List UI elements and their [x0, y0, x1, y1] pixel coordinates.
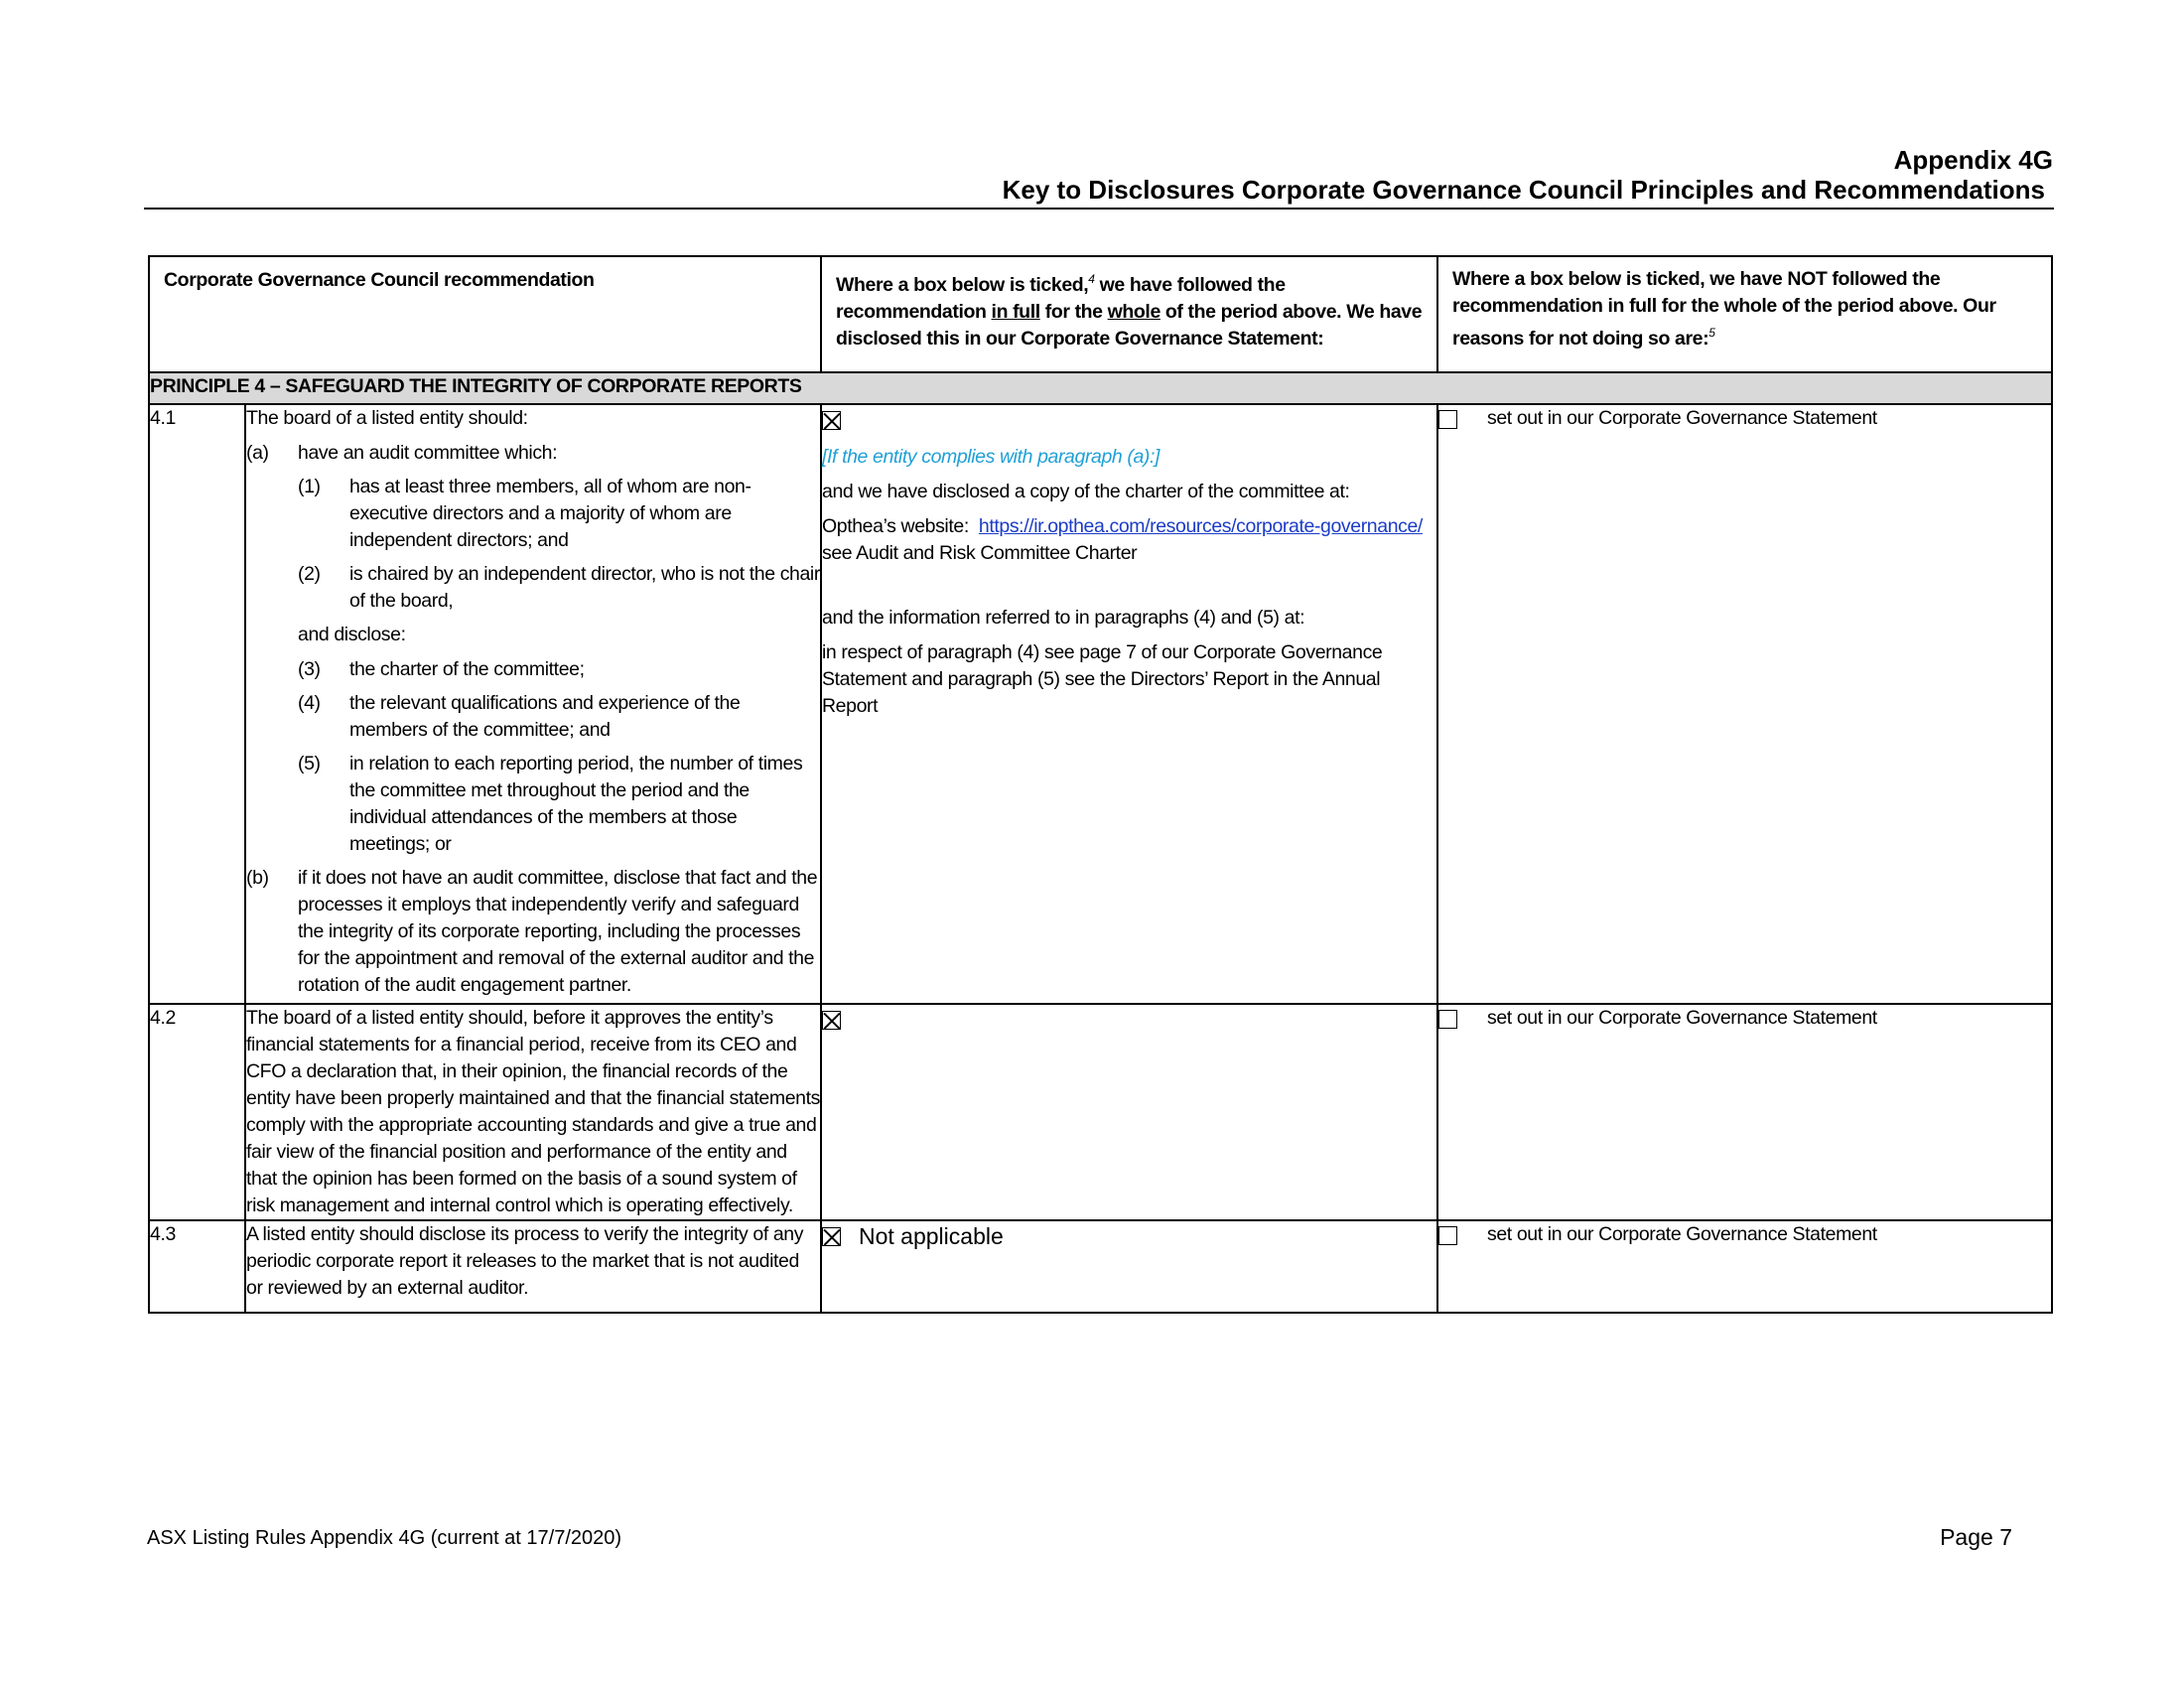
unchecked-checkbox-icon[interactable] — [1438, 1010, 1457, 1029]
governance-link[interactable]: https://ir.opthea.com/resources/corporate-governance/ — [978, 515, 1423, 537]
checked-checkbox-icon[interactable] — [822, 1227, 841, 1246]
unchecked-checkbox-icon[interactable] — [1438, 1226, 1457, 1245]
recommendation-text: A listed entity should disclose its process to verify the integrity of any periodic corporate report it releases to the market that is not audited or reviewed by an external auditor. — [245, 1220, 821, 1313]
governance-table — [148, 255, 2053, 1314]
not-followed-cell: set out in our Corporate Governance Statement — [1437, 404, 2052, 1004]
principle-heading: PRINCIPLE 4 – SAFEGUARD THE INTEGRITY OF CORPORATE REPORTS — [149, 372, 2052, 404]
table-row — [149, 1220, 2052, 1313]
checked-checkbox-icon[interactable] — [822, 1011, 841, 1030]
compliance-note: [If the entity complies with paragraph (a):] — [822, 446, 1160, 468]
col1-header: Corporate Governance Council recommendation — [149, 256, 821, 372]
header-rule — [144, 208, 2054, 210]
table-row — [149, 1004, 2052, 1220]
recommendation-text: The board of a listed entity should: (a) have an audit committee which: (1) has at least three members, all of whom are non-executive directors and a majority of whom are independent directors; and (2) is chaired by an independent director, who is not the chair of the board, and disclose: (3) the charter of the committee; (4) the relevant qualifications and experience of the members of the committee; and (5) in relation to each reporting period, the number of times the committee met throughout the period and the individual attendances of the members at those meetings; or (b) if it does not have an audit committee, disclose that fact and the processes it employs that independently verify and safeguard the integrity of its corporate reporting, including the processes for the appointment and removal of the external auditor and the rotation of the audit engagement partner. — [245, 404, 821, 1004]
not-applicable-label: Not applicable — [859, 1223, 1004, 1249]
col3-header: Where a box below is ticked, we have NOT followed the recommendation in full for the whole of the period above. Our reasons for not doing so are:$^5$ — [1437, 256, 2052, 372]
not-followed-cell: set out in our Corporate Governance Statement — [1437, 1004, 2052, 1220]
document-title: Key to Disclosures Corporate Governance Council Principles and Recommendations — [1002, 175, 2045, 205]
unchecked-checkbox-icon[interactable] — [1438, 410, 1457, 429]
followed-cell — [821, 1220, 1437, 1313]
page-number: Page 7 — [1940, 1524, 2012, 1550]
recommendation-number: 4.1 — [149, 404, 245, 1004]
appendix-title: Appendix 4G — [1893, 145, 2053, 175]
recommendation-number: 4.3 — [149, 1220, 245, 1313]
col2-header: Where a box below is ticked,$^4$ we have followed the recommendation in full for the whole of the period above. We have disclosed this in our Corporate Governance Statement: — [821, 256, 1437, 372]
table-row — [149, 404, 2052, 1004]
footer-source: ASX Listing Rules Appendix 4G (current at 17/7/2020) — [147, 1527, 622, 1549]
not-followed-cell: set out in our Corporate Governance Statement — [1437, 1220, 2052, 1313]
followed-cell — [821, 1004, 1437, 1220]
footnote-4: 4 — [1088, 272, 1095, 286]
footnote-5: 5 — [1708, 326, 1715, 340]
recommendation-text: The board of a listed entity should, before it approves the entity’s financial statements for a financial period, receive from its CEO and CFO a declaration that, in their opinion, the financial records of the entity have been properly maintained and that the financial statements comply with the appropriate accounting standards and give a true and fair view of the financial position and performance of the entity and that the opinion has been formed on the basis of a sound system of risk management and internal control which is operating effectively. — [245, 1004, 821, 1220]
followed-cell: [If the entity complies with paragraph (a):] and we have disclosed a copy of the charter of the committee at: Opthea’s website: https://ir.opthea.com/resources/corporate-governance/ see Audit and Risk Committee Charter and the information referred to in paragraphs (4) and (5) at: in respect of paragraph (4) see page 7 of our Corporate Governance Statement and paragraph (5) see the Directors’ Report in the Annual Report — [821, 404, 1437, 1004]
table-header-row — [149, 256, 2052, 372]
recommendation-number: 4.2 — [149, 1004, 245, 1220]
checked-checkbox-icon[interactable] — [822, 411, 841, 430]
principle-row — [149, 372, 2052, 404]
